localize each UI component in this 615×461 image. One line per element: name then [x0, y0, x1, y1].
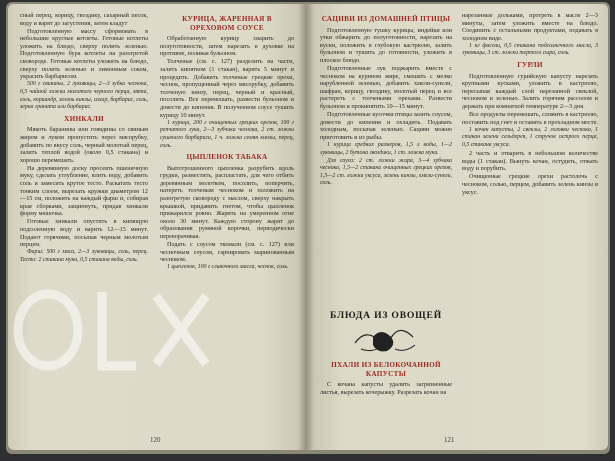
recipe-heading: САЦИВИ ИЗ ДОМАШНЕЙ ПТИЦЫ	[321, 15, 451, 23]
section-ornament-icon	[351, 323, 421, 357]
recipe-paragraph: Готовые хинкали опустить в кипящую подсоленную воду и варить 12—15 минут. Подают горячими, посыпав черным молотым перцем.	[20, 218, 148, 249]
recipe-paragraph: Подготовленную массу сформовать в небольшие круглые котлеты. Готовые котлеты уложить на блюдо, сверху полить зеленью. Подготовленную бура котлеты на разогретой сковороде. Готовые котлеты уложить на блюдо, сверху полить зеленью и лимонным соком, украсить барбарисом.	[20, 27, 148, 81]
right-page-column-2	[462, 12, 598, 442]
recipe-paragraph: Подготовленные лук поджарить вместе с чесноком на курином жире, смешать с мелко нарубленной зеленью, добавить хмели-сунели, шафран, корицу, гвоздику, молотый перец и все растереть с толчеными орехами. Развести бульоном и прокипятить 10—15 минут.	[320, 65, 452, 111]
recipe-heading: ГУРЛИ	[517, 61, 543, 70]
ingredient-list: 500 г свинины, 2 луковицы, 2—3 зубка чеснока, 0,5 чайной ложки молотого черного перца, мята, соль, кориандр, зелень кинзы, сахар, барбарис, соль, зерна граната или барбарис.	[20, 81, 148, 111]
recipe-heading: ПХАЛИ ИЗ БЕЛОКОЧАННОЙ КАПУСТЫ	[331, 361, 441, 378]
right-page-column-1	[320, 12, 452, 282]
vegetables-text	[320, 361, 452, 396]
ingredient-list: 1 курица средних размеров, 1,5 л воды, 1—2 луковицы, 2 бутона гвоздики, 1 ст. ложка муки.	[320, 142, 452, 156]
ingredient-list: Для соуса: 2 ст. ложки жира, 3—4 зубчика чеснока, 1,5—2 стакана очищенных грецких орехов, 1,5—2 ст. ложки уксуса, зелень кинзы, хмели-сунели, соль.	[320, 157, 452, 187]
recipe-heading: ХИНКАЛИ	[64, 114, 104, 123]
right-page	[306, 4, 608, 450]
vegetables-section	[320, 304, 452, 397]
left-page	[8, 4, 306, 450]
ingredient-list: 1 кочан капусты, 2 свеклы, 2 головки чеснока, 1 стакан зелени сельдерея, 1 стручок острого перца, 0,5 стакана уксуса.	[462, 126, 598, 148]
book-gutter	[298, 4, 314, 450]
recipe-paragraph: Выпотрошенного цыпленка разрубить вдоль грудки, разместить, распластать, для чего отбить деревянным молотком, посолить, поперчить, натереть толченым чесноком и положить на разогретую сковороду с маслом, сверху накрыть крышкой, придавить гнетом, чтобы цыпленок прижарился ровно. Жарить на умеренном огне около 30 минут. Каждую сторону жарят до образования румяной корочки, периодически переворачивая.	[160, 164, 294, 241]
recipe-paragraph: Подготовленные кусочки птицы залить соусом, довести до кипения и охладить. Подавать холодным, посыпав зеленью. Сациви можно приготовить и из рыбы.	[320, 111, 452, 141]
recipe-paragraph: Очищенные грецкие орехи растолочь с чесноком, солью, перцем, добавить зелень кинзы и уксус.	[462, 173, 598, 196]
recipe-paragraph: Мякоть баранины или говядины со свиным жиром и луком пропустить через мясорубку, добавить по вкусу соль, черный молотый перец, залить теплой водой (около 0,5 стакана) и хорошо перемешать.	[20, 126, 148, 164]
recipe-heading: ЦЫПЛЕНОК ТАБАКА	[186, 153, 268, 162]
recipe-paragraph: Подать с соусом ткемали (см. с. 127) или чесночным соусом, гарнировать маринованным чесноком.	[160, 241, 294, 264]
recipe-paragraph: 2 часть и отварить в небольшом количестве воды (1 стакан). Вынуть кочан, остудить, отжать воду и порубить.	[462, 150, 598, 173]
recipe-paragraph: Подготовленную гурийскую капусту нарезать крупными кусками, уложить в кастрюлю, пересыпая каждый слой нарезанной свеклой, чесноком и зеленью. Залить горячим рассолом и держать при комнатной температуре 2—3 дня.	[462, 72, 598, 111]
recipe-paragraph: Толченые (см. с. 127) разделить на части, залить кипятком (1 стакан), варить 5 минут и процедить. Добавить толченые грецкие орехи, чеснок, пропущенный через мясорубку, добавить толченую кинзу, перец, черный и красный, посолить. Все перемешать, развести бульоном и довести до кипения. В полученном соусе тушить курицу 10 минут.	[160, 58, 294, 119]
recipe-paragraph: Обработанную курицу сварить до полуготовности, затем нарезать в духовке на противне, поливая бульоном.	[160, 35, 294, 58]
left-page-number: 120	[150, 436, 161, 444]
ingredient-list: 1 кг фасоли, 0,5 стакана подсолнечного масла, 3 луковицы, 3 ст. ложки тертого сыра, соль.	[462, 42, 598, 57]
recipe-paragraph: нарезанные дольками, прогреть в масле 2—3 минуты, затем уложить вместе на блюдо. Соединить с остальными продуктами, подавать в холодном виде.	[462, 12, 598, 42]
recipe-paragraph: сный перец, корицу, гвоздику, сахарный песок, воду и варят до загустения, затем кладут	[20, 12, 148, 27]
recipe-paragraph: Все продукты перемешать, сложить в кастрюлю, поставить под гнет и оставить в прохладном месте.	[462, 111, 598, 126]
recipe-paragraph: С кочана капусты удалить загрязненные листья, вырезать кочерыжку. Разрезать кочан на	[320, 381, 452, 396]
left-page-column-2	[160, 12, 294, 273]
ingredient-list: Фарш: 500 г мяса, 2—3 луковицы, соль, перец. Тесто: 2 стакана муки, 0,5 стакана воды, соль.	[20, 249, 148, 263]
left-page-column-1	[20, 12, 148, 265]
section-title: БЛЮДА ИЗ ОВОЩЕЙ	[330, 310, 442, 321]
recipe-paragraph: Подготовленную тушку курицы, индейки или утки обжарить до полуготовности, нарезать на куски, положить в глубокую кастрюлю, залить бульоном и тушить до готовности, уложить в плоское блюдо.	[320, 26, 452, 64]
ingredient-list: 1 цыпленок, 100 г сливочного масла, чеснок, соль.	[167, 264, 289, 271]
ingredient-list: 1 курица, 200 г очищенных грецких орехов, 100 г репчатого лука, 2—3 зубчика чеснока, 2 ст. ложки сушеного барбариса, 1 ч. ложка семян кинзы, перец, соль.	[160, 119, 294, 149]
right-page-number: 121	[444, 436, 455, 444]
recipe-paragraph: На деревянную доску просеять пшеничную муку, сделать углубление, влить воду, добавить соль и замесить крутое тесто. Раскатать тесто тонким слоем, вырезать кружки диаметром 12—15 см, положить на каждый фарш и, собирая края сборками, защипнуть, придав хинкали форму мешочка.	[20, 164, 148, 218]
recipe-heading: КУРИЦА, ЖАРЕННАЯ В ОРЕХОВОМ СОУСЕ	[182, 15, 272, 32]
